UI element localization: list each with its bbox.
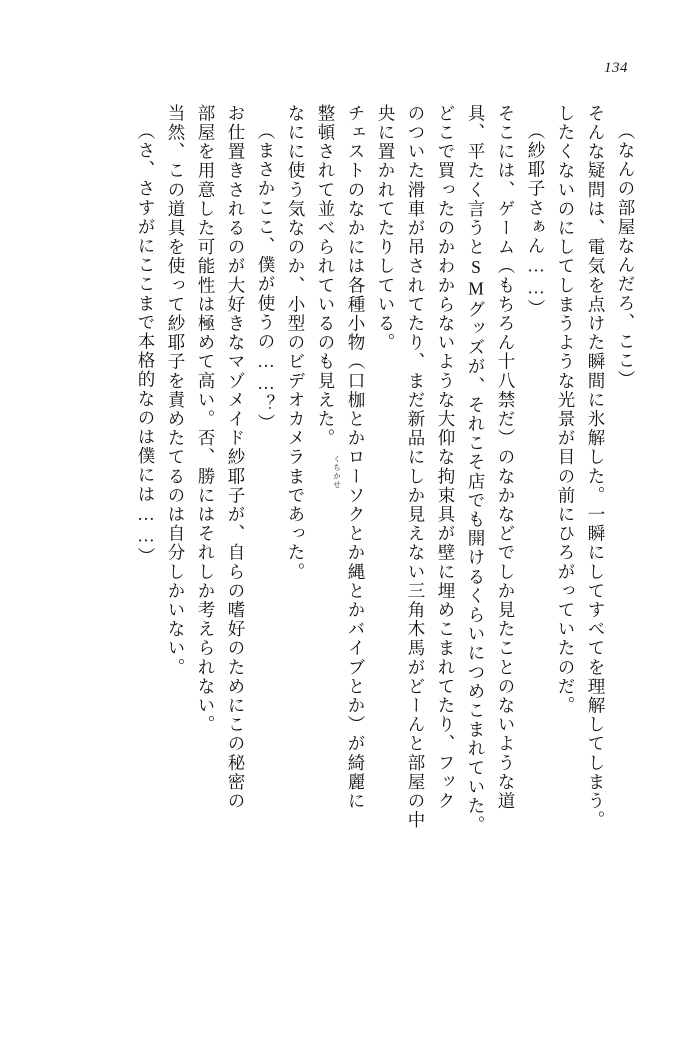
text-line: 整頓されて並べられているのも見えた。: [316, 104, 336, 448]
text-line: （紗耶子さぁん……）: [526, 122, 546, 318]
text-line: 部屋を用意した可能性は極めて高い。否、勝にはそれしか考えられない。: [196, 104, 216, 735]
text-line: そこには、ゲーム（もちろん十八禁だ）のなかなどでしか見たことのないような道: [496, 104, 516, 811]
text-line: （さ、さすがにここまで本格的なのは僕には……）: [136, 122, 156, 567]
text-line: チェストのなかには各種小物（口枷とかローソクとか縄とかバイブとか）が綺麗に: [346, 104, 366, 811]
ruby-text: くちかせ: [332, 455, 342, 489]
text-line: のついた滑車が吊されてたり、まだ新品にしか見えない三角木馬がどーんと部屋の中: [406, 104, 426, 830]
text-line: したくないのにしてしまうような光景が目の前にひろがっていたのだ。: [556, 104, 576, 716]
text-line: なにに使う気なのか、小型のビデオカメラまであった。: [286, 104, 306, 582]
text-line: （なんの部屋なんだろ、ここ）: [616, 122, 636, 390]
page-number: 134: [604, 60, 628, 76]
text-line: 央に置かれてたりしている。: [376, 104, 396, 353]
text-line: 具、平たく言うとSMグッズが、それこそ店でも開けるくらいにつめこまれていた。: [466, 104, 486, 835]
text-line: どこで買ったのかわからないような大仰な拘束具が壁に埋めこまれてたり、フック: [436, 104, 456, 811]
text-line: お仕置きされるのが大好きなマゾメイド紗耶子が、自らの嗜好のためにこの秘密の: [226, 104, 246, 811]
vertical-text-block: [60, 104, 634, 984]
text-line: 当然、この道具を使って紗耶子を責めたてるのは自分しかいない。: [166, 104, 186, 677]
text-line: そんな疑問は、電気を点けた瞬間に氷解した。一瞬にしてすべてを理解してしまう。: [586, 104, 606, 830]
text-line: （まさかここ、僕が使うの……？）: [256, 122, 276, 433]
